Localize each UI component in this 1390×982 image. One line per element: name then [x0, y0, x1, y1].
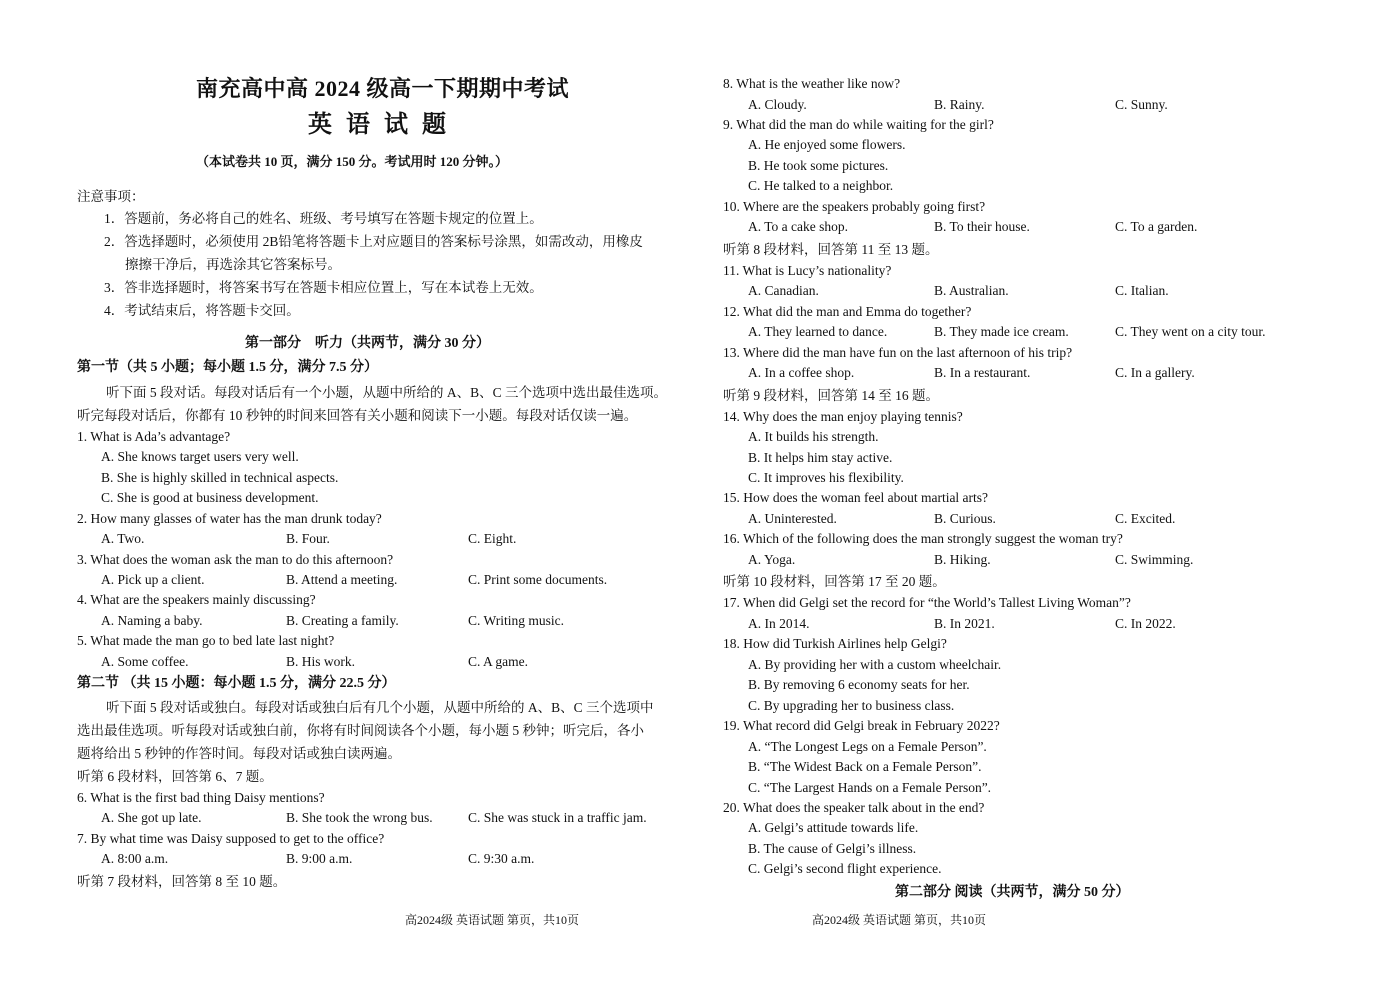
section2-instructions: 选出最佳选项。听每段对话或独白前，你将有时间阅读各个小题，每小题 5 秒钟；听完后，各小	[77, 723, 644, 738]
option-c: C. Sunny.	[1115, 97, 1168, 112]
question-1: 1. What is Ada’s advantage?	[77, 429, 231, 444]
notice-item: 1．答题前，务必将自己的姓名、班级、考号填写在答题卡规定的位置上。	[104, 211, 543, 226]
question-14: 14. Why does the man enjoy playing tennis?	[723, 409, 963, 424]
option-c: C. By upgrading her to business class.	[748, 698, 955, 713]
option-b: B. His work.	[286, 654, 356, 669]
material-7: 听第 7 段材料，回答第 8 至 10 题。	[77, 874, 287, 889]
option-c: C. They went on a city tour.	[1115, 324, 1266, 339]
question-20: 20. What does the speaker talk about in the end?	[723, 800, 985, 815]
question-18: 18. How did Turkish Airlines help Gelgi?	[723, 636, 947, 651]
notice-heading: 注意事项：	[77, 189, 145, 204]
option-a: A. Uninterested.	[748, 511, 837, 526]
option-b: B. They made ice cream.	[934, 324, 1069, 339]
question-9: 9. What did the man do while waiting for the girl?	[723, 117, 994, 132]
question-15: 15. How does the woman feel about martial arts?	[723, 490, 989, 505]
option-c: C. Gelgi’s second flight experience.	[748, 861, 942, 876]
option-b: B. “The Widest Back on a Female Person”.	[748, 759, 982, 774]
option-c: C. He talked to a neighbor.	[748, 178, 894, 193]
question-3: 3. What does the woman ask the man to do this afternoon?	[77, 552, 394, 567]
option-a: A. It builds his strength.	[748, 429, 879, 444]
option-b: B. In 2021.	[934, 616, 995, 631]
material-6: 听第 6 段材料，回答第 6、7 题。	[77, 769, 273, 784]
option-b: B. It helps him stay active.	[748, 450, 893, 465]
option-c: C. To a garden.	[1115, 219, 1198, 234]
subject-title: 英语试题	[308, 112, 460, 138]
material-10: 听第 10 段材料，回答第 17 至 20 题。	[723, 574, 946, 589]
section2-instructions: 听下面 5 段对话或独白。每段对话或独白后有几个小题，从题中所给的 A、B、C 三个选项中	[106, 700, 654, 715]
option-b: B. The cause of Gelgi’s illness.	[748, 841, 917, 856]
question-12: 12. What did the man and Emma do together?	[723, 304, 972, 319]
option-c: C. “The Largest Hands on a Female Person”.	[748, 780, 992, 795]
question-2: 2. How many glasses of water has the man drunk today?	[77, 511, 382, 526]
question-5: 5. What made the man go to bed late last night?	[77, 633, 335, 648]
question-19: 19. What record did Gelgi break in February 2022?	[723, 718, 1000, 733]
option-a: A. “The Longest Legs on a Female Person”.	[748, 739, 987, 754]
option-a: A. In 2014.	[748, 616, 810, 631]
option-c: C. Excited.	[1115, 511, 1176, 526]
notice-item: 3．答非选择题时，将答案书写在答题卡相应位置上，写在本试卷上无效。	[104, 280, 543, 295]
option-b: B. Hiking.	[934, 552, 991, 567]
option-c: C. She is good at business development.	[101, 490, 319, 505]
option-c: C. A game.	[468, 654, 528, 669]
option-c: C. Swimming.	[1115, 552, 1194, 567]
option-b: B. He took some pictures.	[748, 158, 889, 173]
section2-instructions: 题将给出 5 秒钟的作答时间。每段对话或独白读两遍。	[77, 746, 401, 761]
option-b: B. Rainy.	[934, 97, 985, 112]
question-11: 11. What is Lucy’s nationality?	[723, 263, 892, 278]
option-b: B. She is highly skilled in technical aspects.	[101, 470, 339, 485]
exam-title: 南充高中高 2024 级高一下期期中考试	[196, 76, 570, 101]
option-c: C. Writing music.	[468, 613, 564, 628]
option-c: C. In 2022.	[1115, 616, 1176, 631]
option-c: C. It improves his flexibility.	[748, 470, 904, 485]
option-a: A. By providing her with a custom wheelchair.	[748, 657, 1002, 672]
option-c: C. Eight.	[468, 531, 517, 546]
option-a: A. She knows target users very well.	[101, 449, 299, 464]
option-a: A. She got up late.	[101, 810, 202, 825]
option-c: C. Print some documents.	[468, 572, 608, 587]
option-c: C. She was stuck in a traffic jam.	[468, 810, 647, 825]
question-13: 13. Where did the man have fun on the last afternoon of his trip?	[723, 345, 1073, 360]
option-a: A. Cloudy.	[748, 97, 807, 112]
notice-item: 2．答选择题时，必须使用 2B铅笔将答题卡上对应题目的答案标号涂黑，如需改动，用橡皮	[104, 234, 643, 249]
option-a: A. Some coffee.	[101, 654, 189, 669]
question-16: 16. Which of the following does the man strongly suggest the woman try?	[723, 531, 1123, 546]
footer-left: 高2024级 英语试题 第页，共10页	[405, 913, 580, 927]
option-a: A. Two.	[101, 531, 145, 546]
notice-item: 擦擦干净后，再选涂其它答案标号。	[125, 257, 341, 272]
notice-item: 4．考试结束后，将答题卡交回。	[104, 303, 300, 318]
option-b: B. Creating a family.	[286, 613, 399, 628]
question-4: 4. What are the speakers mainly discussing?	[77, 592, 316, 607]
option-b: B. By removing 6 economy seats for her.	[748, 677, 970, 692]
question-6: 6. What is the first bad thing Daisy mentions?	[77, 790, 325, 805]
part2-heading: 第二部分 阅读（共两节，满分 50 分）	[895, 885, 1130, 900]
option-a: A. In a coffee shop.	[748, 365, 855, 380]
option-a: A. He enjoyed some flowers.	[748, 137, 906, 152]
section2-heading: 第二节 （共 15 小题：每小题 1.5 分，满分 22.5 分）	[77, 676, 396, 691]
section1-heading: 第一节（共 5 小题；每小题 1.5 分，满分 7.5 分）	[77, 360, 378, 375]
option-b: B. Australian.	[934, 283, 1009, 298]
option-b: B. To their house.	[934, 219, 1030, 234]
question-17: 17. When did Gelgi set the record for “the World’s Tallest Living Woman”?	[723, 595, 1131, 610]
material-9: 听第 9 段材料，回答第 14 至 16 题。	[723, 388, 939, 403]
option-b: B. Four.	[286, 531, 330, 546]
option-c: C. In a gallery.	[1115, 365, 1195, 380]
option-b: B. 9:00 a.m.	[286, 851, 353, 866]
section1-instructions: 听完每段对话后，你都有 10 秒钟的时间来回答有关小题和阅读下一小题。每段对话仅读一遍。	[77, 408, 638, 423]
question-7: 7. By what time was Daisy supposed to get to the office?	[77, 831, 385, 846]
option-a: A. Canadian.	[748, 283, 819, 298]
footer-right: 高2024级 英语试题 第页，共10页	[812, 913, 987, 927]
option-a: A. Gelgi’s attitude towards life.	[748, 820, 919, 835]
option-a: A. To a cake shop.	[748, 219, 849, 234]
option-c: C. Italian.	[1115, 283, 1169, 298]
option-a: A. They learned to dance.	[748, 324, 888, 339]
option-b: B. She took the wrong bus.	[286, 810, 433, 825]
question-8: 8. What is the weather like now?	[723, 76, 901, 91]
option-a: A. Naming a baby.	[101, 613, 203, 628]
part1-heading: 第一部分 听力（共两节，满分 30 分）	[245, 336, 490, 351]
option-a: A. 8:00 a.m.	[101, 851, 169, 866]
option-b: B. Attend a meeting.	[286, 572, 398, 587]
question-10: 10. Where are the speakers probably going first?	[723, 199, 986, 214]
option-c: C. 9:30 a.m.	[468, 851, 535, 866]
option-b: B. In a restaurant.	[934, 365, 1031, 380]
exam-info: （本试卷共 10 页，满分 150 分。考试用时 120 分钟。）	[196, 154, 509, 169]
option-a: A. Pick up a client.	[101, 572, 205, 587]
option-a: A. Yoga.	[748, 552, 796, 567]
option-b: B. Curious.	[934, 511, 996, 526]
section1-instructions: 听下面 5 段对话。每段对话后有一个小题，从题中所给的 A、B、C 三个选项中选出最佳选项。	[106, 385, 668, 400]
material-8: 听第 8 段材料，回答第 11 至 13 题。	[723, 242, 939, 257]
